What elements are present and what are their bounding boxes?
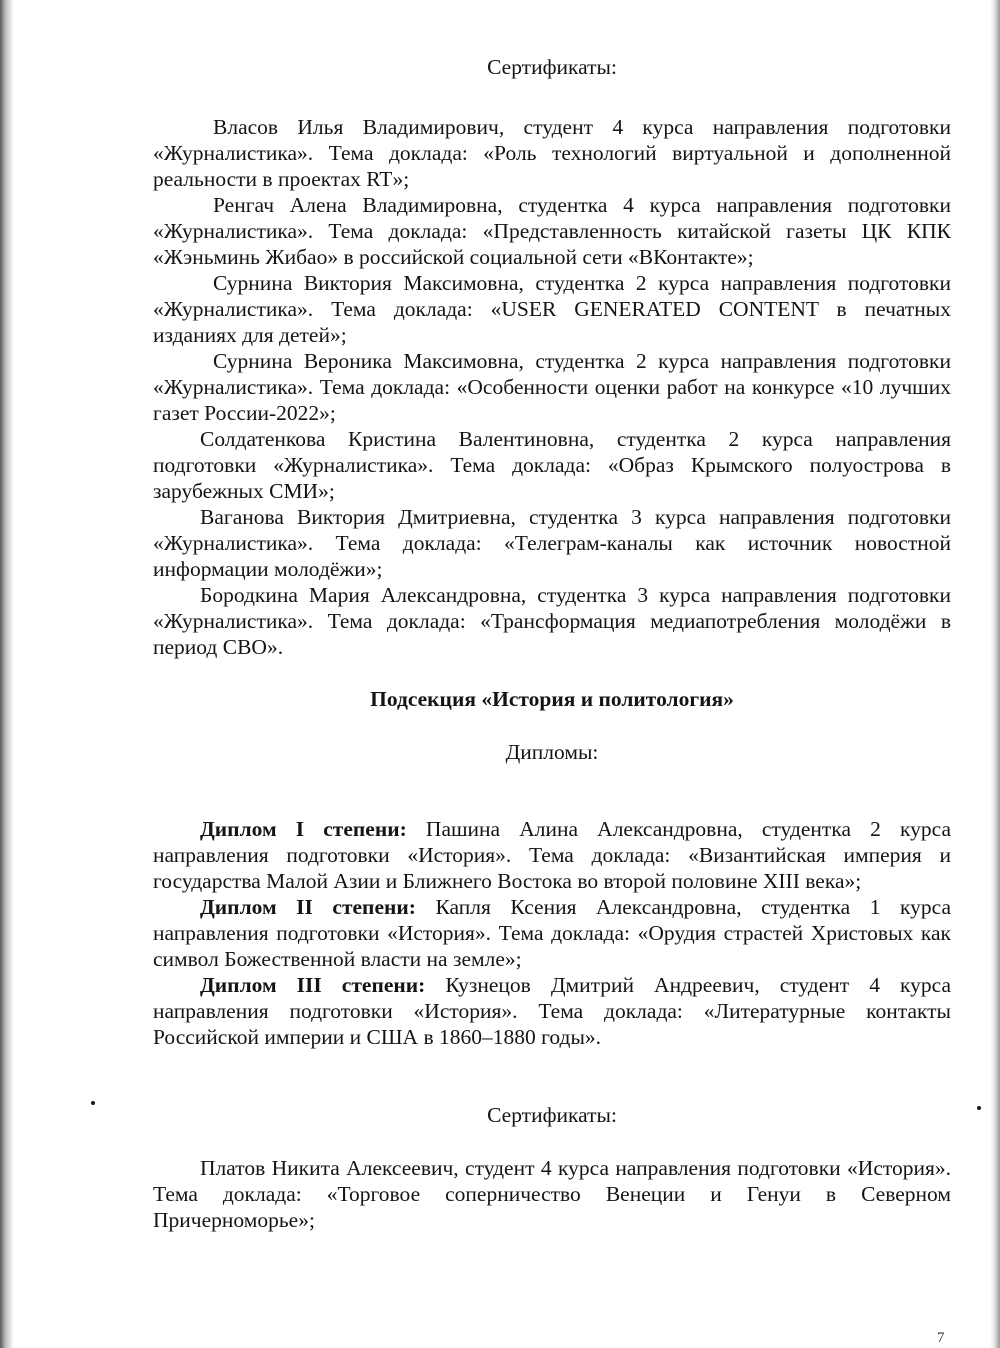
certificate-entry: Сурнина Вероника Максимовна, студентка 2 курса направления подготовки «Журналистика». Тема доклада: «Особенности оценки работ на конкурсе «10 лучших газет России-2022»; bbox=[153, 349, 951, 425]
diploma-text: Пашина Алина Александровна, студентка 2 курса направления подготовки «История». Тема доклада: «Византийская империя и государства Малой Азии и Ближнего Востока во второй половине XIII века»; bbox=[153, 817, 952, 893]
diploma-entry bbox=[153, 894, 951, 972]
certificate-entry: Солдатенкова Кристина Валентиновна, студентка 2 курса направления подготовки «Журналистика». Тема доклада: «Образ Крымского полуострова в зарубежных СМИ»; bbox=[153, 427, 951, 503]
diploma-label: Диплом III степени: bbox=[200, 973, 426, 997]
scan-edge-left bbox=[0, 0, 14, 1348]
scan-edge-right bbox=[990, 0, 1000, 1348]
diploma-entry bbox=[153, 972, 951, 1050]
certificates-heading: Сертификаты: bbox=[487, 55, 617, 79]
diploma-label: Диплом II степени: bbox=[200, 895, 416, 919]
diploma-text: Капля Ксения Александровна, студентка 1 курса направления подготовки «История». Тема доклада: «Орудия страстей Христовых как символ Божественной власти на земле»; bbox=[153, 895, 951, 971]
page-number: 7 bbox=[937, 1330, 945, 1346]
certificate-entry: Ваганова Виктория Дмитриевна, студентка 3 курса направления подготовки «Журналистика». Тема доклада: «Телеграм-каналы как источник новостной информации молодёжи»; bbox=[153, 505, 951, 581]
scan-speck bbox=[91, 1101, 95, 1105]
certificate-entry: Платов Никита Алексеевич, студент 4 курса направления подготовки «История». Тема доклада: «Торговое соперничество Венеции и Генуи в Северном Причерноморье»; bbox=[153, 1156, 951, 1232]
page-content bbox=[153, 54, 951, 1233]
diploma-entry bbox=[153, 816, 951, 894]
diploma-label: Диплом I степени: bbox=[200, 817, 407, 841]
certificate-entry: Ренгач Алена Владимировна, студентка 4 курса направления подготовки «Журналистика». Тема доклада: «Представленность китайской газеты ЦК КПК «Жэньминь Жибао» в российской социальной сети «ВКонтакте»; bbox=[153, 193, 951, 269]
diplomas-heading: Дипломы: bbox=[505, 740, 599, 764]
certificate-entry: Бородкина Мария Александровна, студентка 3 курса направления подготовки «Журналистика». Тема доклада: «Трансформация медиапотребления молодёжи в период СВО». bbox=[153, 583, 951, 659]
subsection-title: Подсекция «История и политология» bbox=[370, 687, 734, 711]
certificate-entry: Сурнина Виктория Максимовна, студентка 2 курса направления подготовки «Журналистика». Тема доклада: «USER GENERATED CONTENT в печатных изданиях для детей»; bbox=[153, 271, 951, 347]
diploma-text: Кузнецов Дмитрий Андреевич, студент 4 курса направления подготовки «История». Тема доклада: «Литературные контакты Российской империи и США в 1860–1880 годы». bbox=[153, 973, 951, 1049]
certificate-entry: Власов Илья Владимирович, студент 4 курса направления подготовки «Журналистика». Тема доклада: «Роль технологий виртуальной и дополненной реальности в проектах RT»; bbox=[153, 115, 951, 191]
scan-speck bbox=[977, 1106, 981, 1110]
certificates-heading-2: Сертификаты: bbox=[487, 1103, 617, 1127]
